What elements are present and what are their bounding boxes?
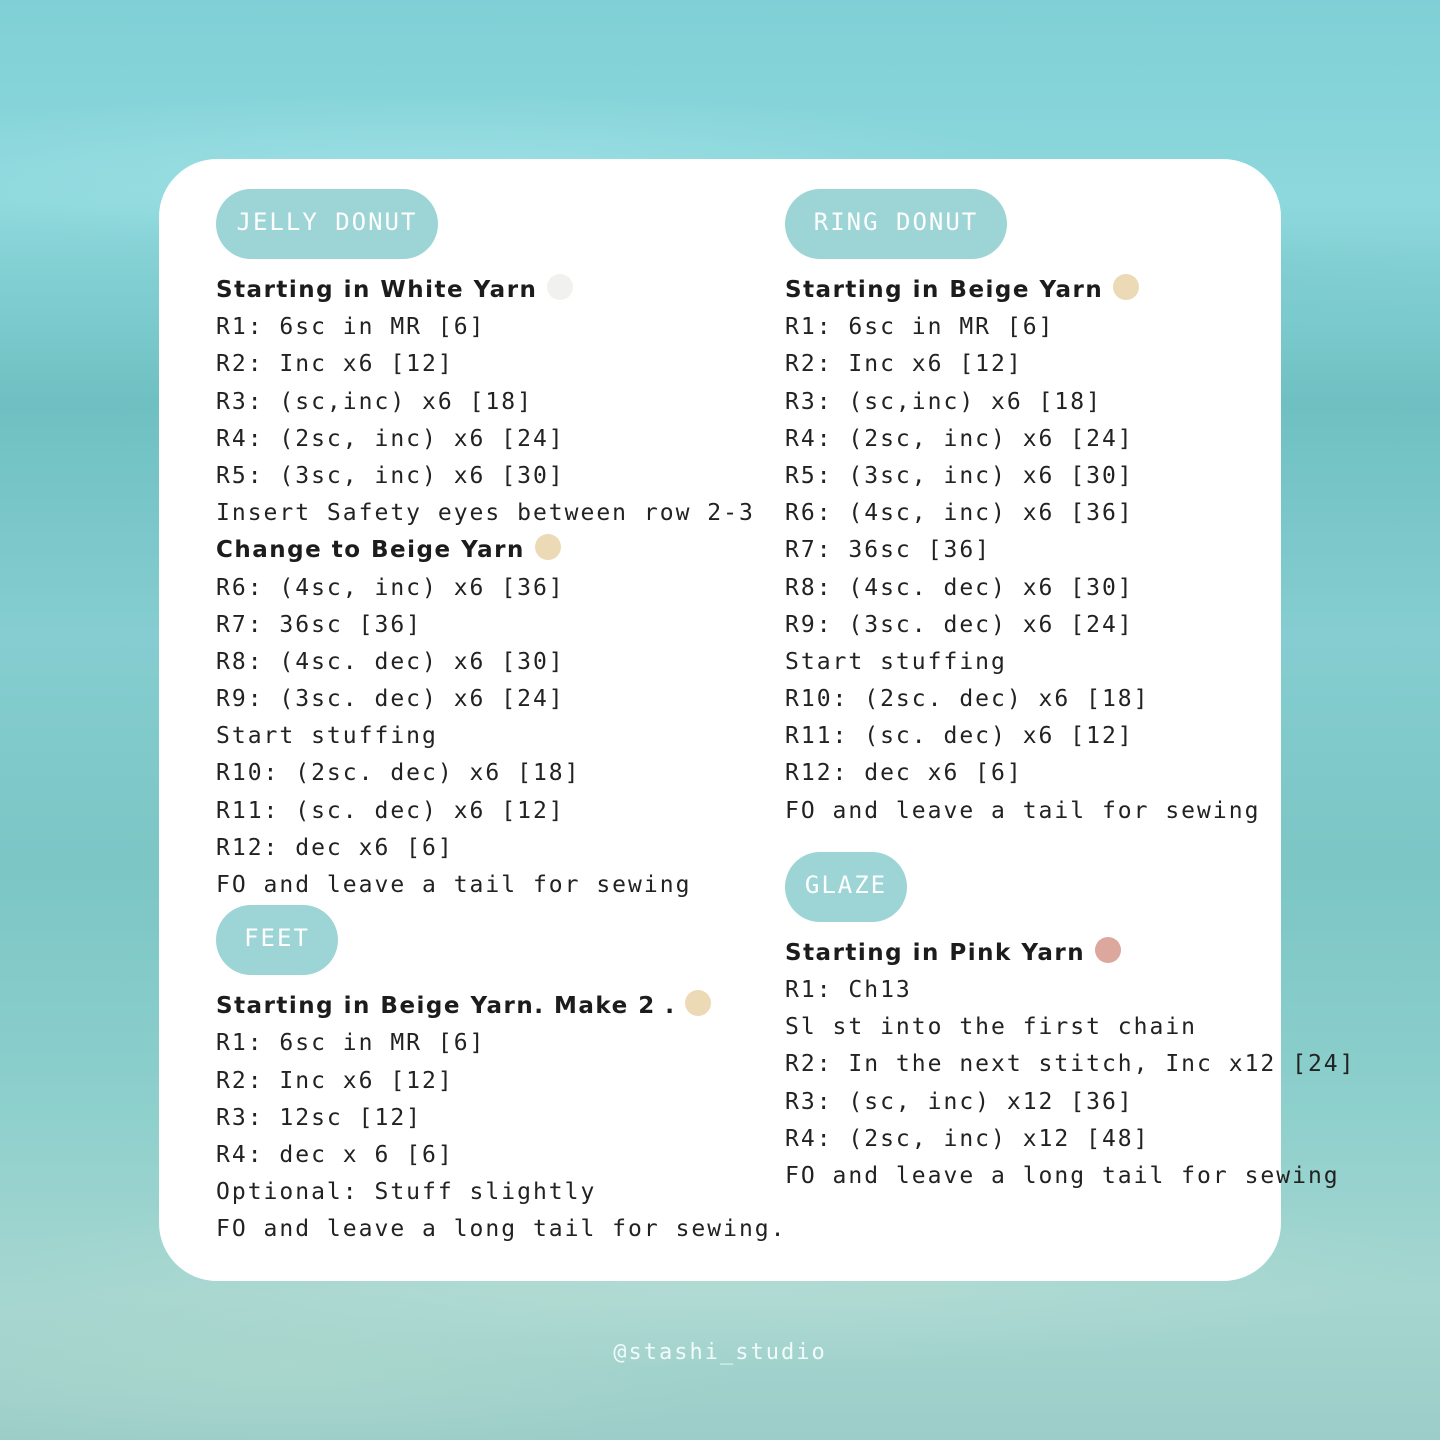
ring-row: R5: (3sc, inc) x6 [30]: [785, 462, 1134, 489]
glaze-heading-text: Starting in Pink Yarn: [785, 939, 1086, 966]
glaze-note: Sl st into the first chain: [785, 1014, 1198, 1041]
ring-donut-instructions: [785, 272, 1356, 830]
jelly-heading-beige: [216, 532, 787, 569]
ring-row: R4: (2sc, inc) x6 [24]: [785, 425, 1134, 452]
jelly-row: R5: (3sc, inc) x6 [30]: [216, 462, 565, 489]
feet-heading: [216, 988, 787, 1025]
jelly-row: R7: 36sc [36]: [216, 611, 423, 638]
left-column: [216, 189, 787, 1249]
white-yarn-color-dot: [547, 274, 573, 300]
glaze-instructions: [785, 935, 1356, 1195]
jelly-note: Start stuffing: [216, 723, 438, 750]
feet-instructions: [216, 988, 787, 1248]
feet-row: R2: Inc x6 [12]: [216, 1067, 454, 1094]
jelly-donut-title: JELLY DONUT: [216, 189, 438, 259]
ring-row: R3: (sc,inc) x6 [18]: [785, 388, 1102, 415]
pink-yarn-color-dot: [1095, 937, 1121, 963]
glaze-row: R2: In the next stitch, Inc x12 [24]: [785, 1051, 1356, 1078]
ring-row: R2: Inc x6 [12]: [785, 351, 1023, 378]
jelly-note: Insert Safety eyes between row 2-3: [216, 500, 755, 527]
ring-row: R8: (4sc. dec) x6 [30]: [785, 574, 1134, 601]
feet-note: Optional: Stuff slightly: [216, 1179, 597, 1206]
ring-row: R12: dec x6 [6]: [785, 760, 1023, 787]
glaze-title: GLAZE: [785, 852, 907, 922]
ring-note: Start stuffing: [785, 648, 1007, 675]
ring-row: R1: 6sc in MR [6]: [785, 314, 1055, 341]
ring-row: R6: (4sc, inc) x6 [36]: [785, 500, 1134, 527]
ring-donut-title: RING DONUT: [785, 189, 1007, 259]
jelly-row: R12: dec x6 [6]: [216, 834, 454, 861]
jelly-row: R9: (3sc. dec) x6 [24]: [216, 686, 565, 713]
glaze-row: R1: Ch13: [785, 977, 912, 1003]
jelly-row: R11: (sc. dec) x6 [12]: [216, 797, 565, 824]
feet-row: R1: 6sc in MR [6]: [216, 1030, 486, 1057]
glaze-note: FO and leave a long tail for sewing: [785, 1162, 1340, 1189]
ring-row: R10: (2sc. dec) x6 [18]: [785, 686, 1150, 713]
jelly-row: R1: 6sc in MR [6]: [216, 314, 486, 341]
glaze-heading: [785, 935, 1356, 972]
ring-row: R11: (sc. dec) x6 [12]: [785, 723, 1134, 750]
jelly-row: R10: (2sc. dec) x6 [18]: [216, 760, 581, 787]
ring-note: FO and leave a tail for sewing: [785, 797, 1261, 824]
pattern-card: [159, 159, 1356, 1281]
glaze-section: [785, 852, 1356, 1195]
ring-heading: [785, 272, 1356, 309]
feet-title: FEET: [216, 905, 338, 975]
glaze-row: R3: (sc, inc) x12 [36]: [785, 1088, 1134, 1115]
beige-yarn-color-dot: [535, 534, 561, 560]
jelly-row: R4: (2sc, inc) x6 [24]: [216, 425, 565, 452]
jelly-heading-beige-text: Change to Beige Yarn: [216, 537, 525, 564]
feet-heading-text: Starting in Beige Yarn. Make 2 .: [216, 993, 676, 1020]
jelly-heading-white-text: Starting in White Yarn: [216, 277, 538, 303]
jelly-row: R3: (sc,inc) x6 [18]: [216, 388, 533, 415]
beige-yarn-color-dot: [685, 990, 711, 1016]
jelly-note: FO and leave a tail for sewing: [216, 872, 692, 898]
glaze-row: R4: (2sc, inc) x12 [48]: [785, 1125, 1150, 1152]
beige-yarn-color-dot: [1113, 274, 1139, 300]
feet-section: [216, 905, 787, 1248]
ring-heading-text: Starting in Beige Yarn: [785, 277, 1104, 303]
jelly-heading-white: [216, 272, 787, 309]
feet-row: R3: 12sc [12]: [216, 1104, 423, 1131]
ring-row: R9: (3sc. dec) x6 [24]: [785, 611, 1134, 638]
right-column: [785, 189, 1356, 1195]
ring-row: R7: 36sc [36]: [785, 537, 992, 564]
feet-row: R4: dec x 6 [6]: [216, 1141, 454, 1168]
watermark-handle: @stashi_studio: [613, 1340, 827, 1365]
jelly-row: R2: Inc x6 [12]: [216, 351, 454, 378]
jelly-row: R8: (4sc. dec) x6 [30]: [216, 648, 565, 675]
feet-note: FO and leave a long tail for sewing.: [216, 1216, 787, 1243]
jelly-row: R6: (4sc, inc) x6 [36]: [216, 574, 565, 601]
jelly-donut-instructions: [216, 272, 787, 904]
